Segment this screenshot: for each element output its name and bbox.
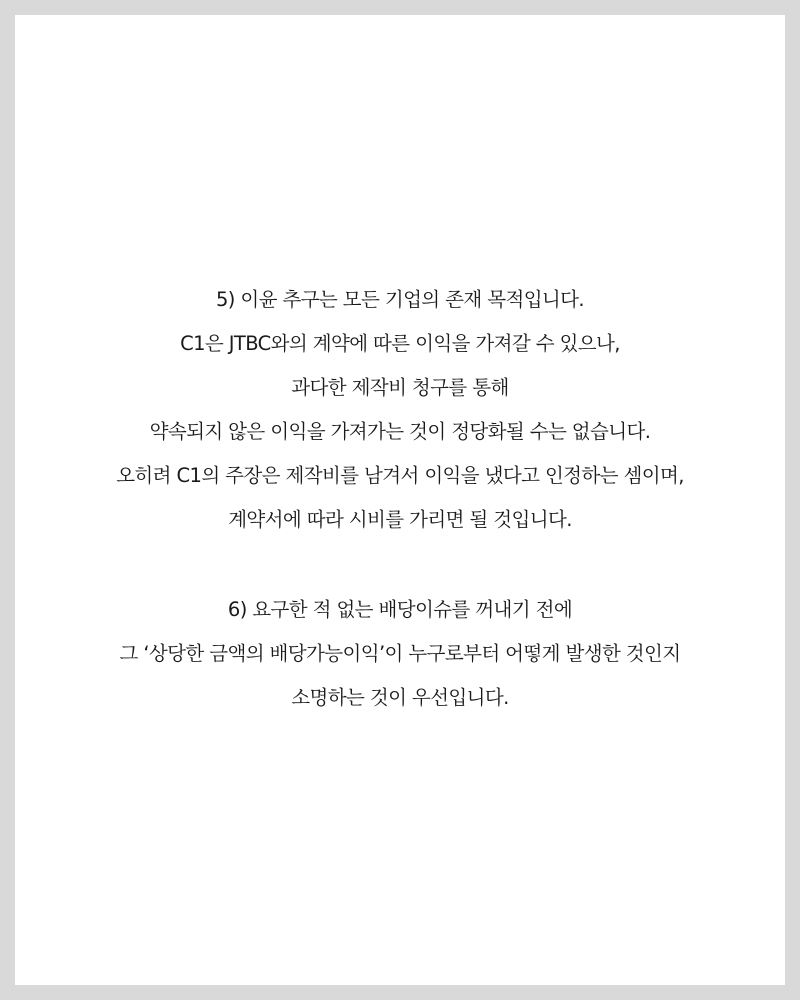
section-5-line: 과다한 제작비 청구를 통해 [291,376,509,399]
section-5-line: 오히려 C1의 주장은 제작비를 남겨서 이익을 냈다고 인정하는 셈이며, [116,464,684,487]
section-5-line: 계약서에 따라 시비를 가리면 될 것입니다. [228,508,572,531]
statement-card [15,15,785,985]
section-6-text [15,588,785,720]
section-5-line: C1은 JTBC와의 계약에 따른 이익을 가져갈 수 있으나, [180,332,620,355]
section-5-text [15,278,785,542]
section-5-line: 5) 이윤 추구는 모든 기업의 존재 목적입니다. [215,288,585,311]
section-6-line: 소명하는 것이 우선입니다. [291,686,509,709]
section-6-line: 그 ‘상당한 금액의 배당가능이익’이 누구로부터 어떻게 발생한 것인지 [119,642,681,665]
section-5-line: 약속되지 않은 이익을 가져가는 것이 정당화될 수는 없습니다. [149,420,651,443]
section-6-line: 6) 요구한 적 없는 배당이슈를 꺼내기 전에 [227,598,573,621]
